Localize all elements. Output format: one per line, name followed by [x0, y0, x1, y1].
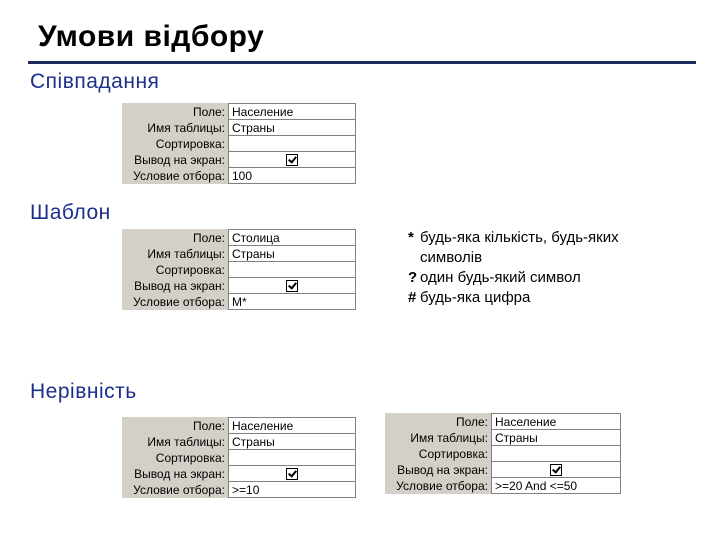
row-label: Условие отбора: — [133, 168, 225, 183]
legend-text: будь-яка цифра — [420, 289, 531, 306]
table-cell[interactable]: Страны — [229, 120, 356, 136]
field-cell[interactable]: Население — [492, 414, 621, 430]
grid-row-sort — [122, 262, 356, 278]
grid-row-field — [385, 414, 621, 430]
legend-symbol: * — [408, 229, 414, 246]
table-cell[interactable]: Страны — [492, 430, 621, 446]
grid-row-show — [122, 466, 356, 482]
legend-symbol: # — [408, 289, 417, 306]
slide-title: Умови відбору — [38, 20, 265, 53]
legend-text: будь-яка кількість, будь-яких — [420, 229, 619, 246]
row-label: Вывод на экран: — [134, 466, 225, 481]
grid-row-table — [122, 120, 356, 136]
grid-row-table — [122, 434, 356, 450]
row-label: Сортировка: — [155, 450, 225, 465]
row-label: Сортировка: — [155, 262, 225, 277]
grid-row-table — [385, 430, 621, 446]
query-grid-inequality-2 — [385, 413, 621, 494]
row-label: Условие отбора: — [133, 294, 225, 309]
row-label: Поле: — [192, 418, 225, 433]
row-label: Имя таблицы: — [147, 434, 225, 449]
row-label: Вывод на экран: — [134, 278, 225, 293]
field-cell[interactable]: Столица — [229, 230, 356, 246]
wildcard-legend — [408, 228, 619, 308]
query-grid-match — [122, 103, 356, 184]
show-checkbox[interactable] — [286, 280, 298, 292]
legend-item-question — [408, 268, 619, 288]
row-label: Условие отбора: — [133, 482, 225, 497]
sort-cell[interactable] — [492, 446, 621, 462]
query-grid-pattern — [122, 229, 356, 310]
field-cell[interactable]: Население — [229, 104, 356, 120]
row-label: Поле: — [455, 414, 488, 429]
sort-cell[interactable] — [229, 450, 356, 466]
grid-row-field — [122, 418, 356, 434]
criteria-cell[interactable]: M* — [229, 294, 356, 310]
criteria-cell[interactable]: 100 — [229, 168, 356, 184]
show-checkbox[interactable] — [286, 468, 298, 480]
title-divider — [28, 61, 696, 64]
show-cell[interactable] — [229, 278, 356, 294]
grid-row-show — [385, 462, 621, 478]
row-label: Имя таблицы: — [147, 120, 225, 135]
table-cell[interactable]: Страны — [229, 434, 356, 450]
sort-cell[interactable] — [229, 136, 356, 152]
row-label: Вывод на экран: — [397, 462, 488, 477]
grid-row-field — [122, 230, 356, 246]
legend-item-asterisk — [408, 228, 619, 248]
grid-row-sort — [385, 446, 621, 462]
legend-item-hash — [408, 288, 619, 308]
table-cell[interactable]: Страны — [229, 246, 356, 262]
row-label: Вывод на экран: — [134, 152, 225, 167]
grid-row-criteria — [122, 482, 356, 498]
legend-text: один будь-який символ — [420, 269, 581, 286]
section-heading-match: Співпадання — [30, 70, 160, 93]
legend-symbol: ? — [408, 269, 418, 286]
grid-row-show — [122, 278, 356, 294]
section-heading-inequality: Нерівність — [30, 380, 137, 403]
show-cell[interactable] — [229, 152, 356, 168]
section-heading-pattern: Шаблон — [30, 201, 111, 224]
grid-row-sort — [122, 450, 356, 466]
show-checkbox[interactable] — [550, 464, 562, 476]
grid-row-criteria — [385, 478, 621, 494]
row-label: Сортировка: — [155, 136, 225, 151]
criteria-cell[interactable]: >=20 And <=50 — [492, 478, 621, 494]
show-cell[interactable] — [492, 462, 621, 478]
show-checkbox[interactable] — [286, 154, 298, 166]
grid-row-table — [122, 246, 356, 262]
show-cell[interactable] — [229, 466, 356, 482]
grid-row-criteria — [122, 294, 356, 310]
query-grid-inequality-1 — [122, 417, 356, 498]
row-label: Сортировка: — [418, 446, 488, 461]
row-label: Имя таблицы: — [147, 246, 225, 261]
row-label: Поле: — [192, 230, 225, 245]
row-label: Условие отбора: — [396, 478, 488, 493]
legend-text-continued: символів — [420, 249, 483, 266]
grid-row-criteria — [122, 168, 356, 184]
row-label: Поле: — [192, 104, 225, 119]
grid-row-field — [122, 104, 356, 120]
field-cell[interactable]: Население — [229, 418, 356, 434]
sort-cell[interactable] — [229, 262, 356, 278]
row-label: Имя таблицы: — [410, 430, 488, 445]
grid-row-show — [122, 152, 356, 168]
grid-row-sort — [122, 136, 356, 152]
criteria-cell[interactable]: >=10 — [229, 482, 356, 498]
